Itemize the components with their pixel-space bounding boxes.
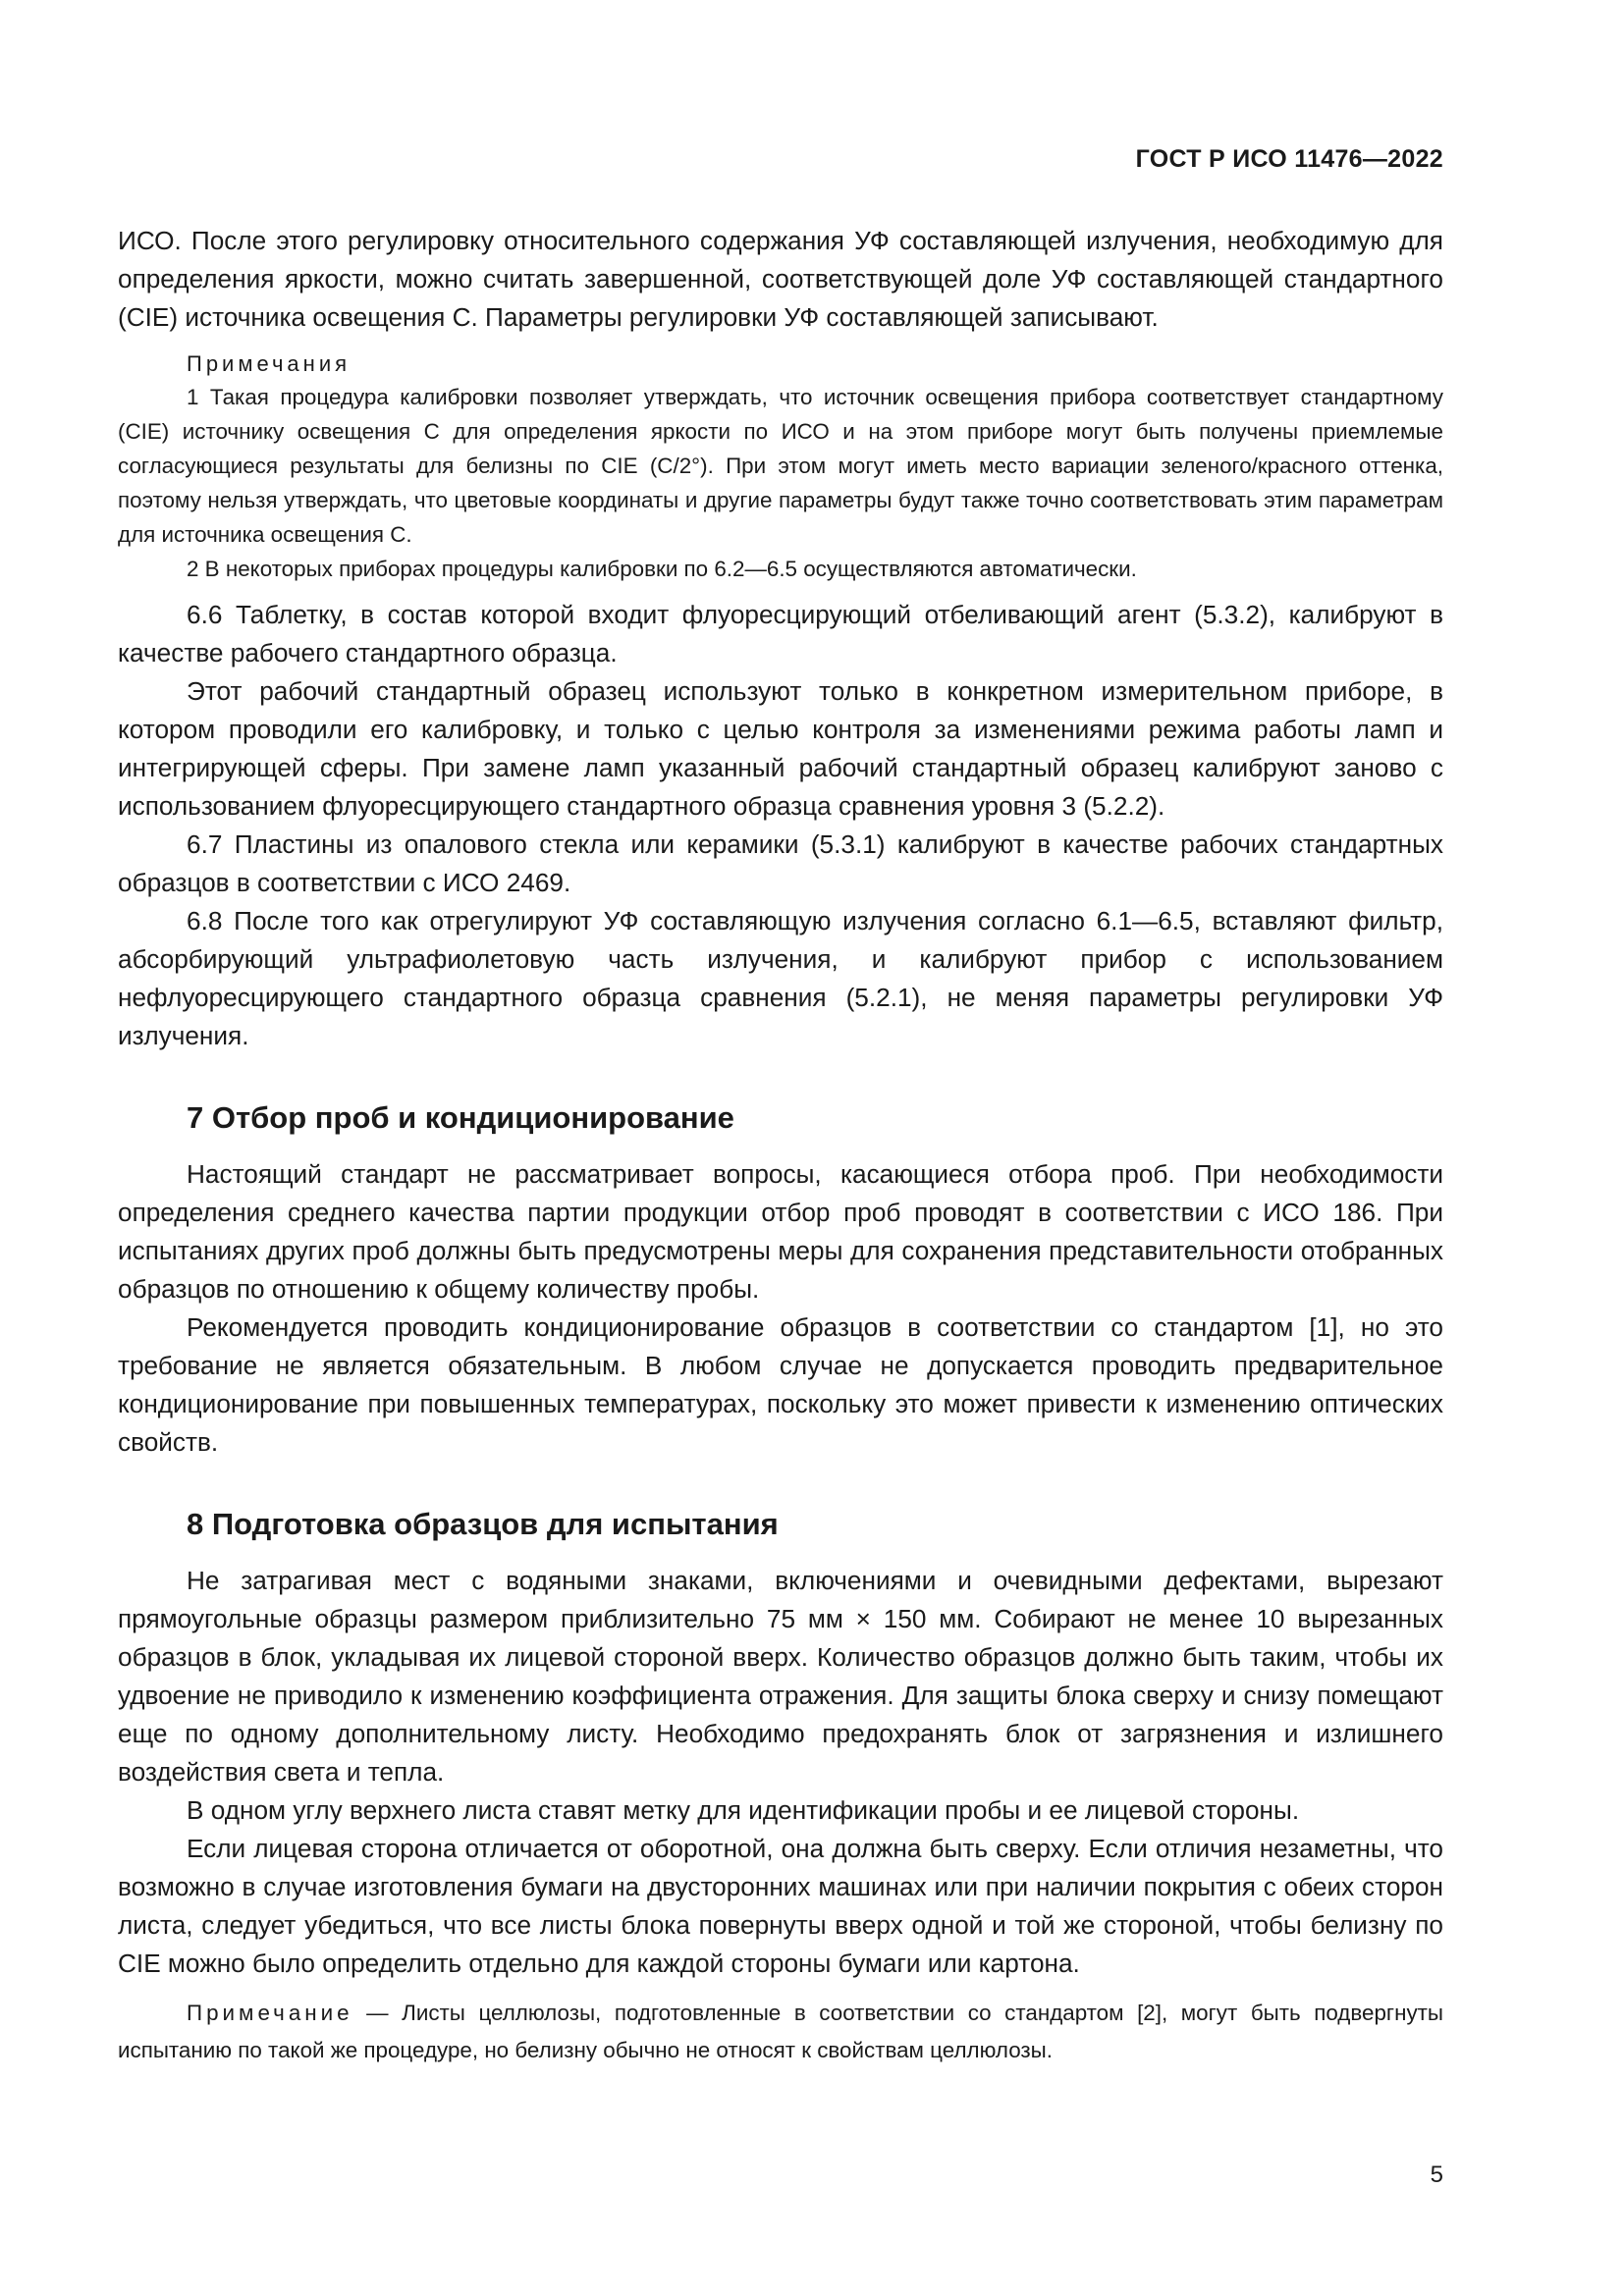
section-7-paragraph-2: Рекомендуется проводить кондиционирование образцов в соответствии со стандартом [1], но это требование не является обязательным. В любом случае не допускается проводить предварительное кондиционирование при повышенных температурах, поскольку это может привести к изменению оптических свойств. <box>118 1312 1443 1457</box>
clause-6-7: 6.7 Пластины из опалового стекла или керамики (5.3.1) калибруют в качестве рабочих стандартных образцов в соответствии с ИСО 2469. <box>118 829 1443 897</box>
clause-6-8: 6.8 После того как отрегулируют УФ составляющую излучения согласно 6.1—6.5, вставляют фильтр, абсорбирующий ультрафиолетовую часть излучения, и калибруют прибор с использованием нефлуоресцирующего стандартного образца сравнения (5.2.1), не меняя параметры регулировки УФ излучения. <box>118 906 1443 1050</box>
document-body <box>118 222 1443 2069</box>
section-7-heading: 7 Отбор проб и кондиционирование <box>187 1100 734 1135</box>
section-8-paragraph-2: В одном углу верхнего листа ставят метку для идентификации пробы и ее лицевой стороны. <box>187 1795 1300 1825</box>
document-code-header: ГОСТ Р ИСО 11476—2022 <box>1135 145 1443 173</box>
section-8-heading: 8 Подготовка образцов для испытания <box>187 1507 779 1541</box>
notes-label: Примечания <box>187 351 352 376</box>
section-8-paragraph-3: Если лицевая сторона отличается от оборотной, она должна быть сверху. Если отличия незаметны, что возможно в случае изготовления бумаги на двусторонних машинах или при наличии покрытия с обеих сторон листа, следует убедиться, что все листы блока повернуты вверх одной и той же стороной, чтобы белизну по CIE можно было определить отдельно для каждой стороны бумаги или картона. <box>118 1834 1443 1978</box>
section-8-note-label: Примечание <box>187 2001 353 2025</box>
section-8-paragraph-1: Не затрагивая мест с водяными знаками, включениями и очевидными дефектами, вырезают прямоугольные образцы размером приблизительно 75 мм × 150 мм. Собирают не менее 10 вырезанных образцов в блок, укладывая их лицевой стороной вверх. Количество образцов должно быть таким, чтобы их удвоение не приводило к изменению коэффициента отражения. Для защиты блока сверху и снизу помещают еще по одному дополнительному листу. Необходимо предохранять блок от загрязнения и излишнего воздействия света и тепла. <box>118 1566 1443 1787</box>
section-8-note-text: — Листы целлюлозы, подготовленные в соответствии со стандартом [2], могут быть подвергнуты испытанию по такой же процедуре, но белизну обычно не относят к свойствам целлюлозы. <box>118 2001 1443 2062</box>
document-page <box>118 0 1443 2296</box>
note-item-1: 1 Такая процедура калибровки позволяет утверждать, что источник освещения прибора соответствует стандартному (CIE) источнику освещения C для определения яркости по ИСО и на этом приборе могут быть получены приемлемые согласующиеся результаты для белизны по CIE (C/2°). При этом могут иметь место вариации зеленого/красного оттенка, поэтому нельзя утверждать, что цветовые координаты и другие параметры будут также точно соответствовать этим параметрам для источника освещения C. <box>118 385 1443 547</box>
clause-6-6: 6.6 Таблетку, в состав которой входит флуоресцирующий отбеливающий агент (5.3.2), калибруют в качестве рабочего стандартного образца. <box>118 600 1443 667</box>
intro-paragraph: ИСО. После этого регулировку относительного содержания УФ составляющей излучения, необходимую для определения яркости, можно считать завершенной, соответствующей доле УФ составляющей стандартного (CIE) источника освещения C. Параметры регулировки УФ составляющей записывают. <box>118 226 1443 332</box>
section-7-paragraph-1: Настоящий стандарт не рассматривает вопросы, касающиеся отбора проб. При необходимости определения среднего качества партии продукции отбор проб проводят в соответствии с ИСО 186. При испытаниях других проб должны быть предусмотрены меры для сохранения представительности отобранных образцов по отношению к общему количеству пробы. <box>118 1159 1443 1304</box>
note-item-2: 2 В некоторых приборах процедуры калибровки по 6.2—6.5 осуществляются автоматически. <box>187 557 1137 581</box>
clause-6-6-continued: Этот рабочий стандартный образец используют только в конкретном измерительном приборе, в котором проводили его калибровку, и только с целью контроля за изменениями режима работы ламп и интегрирующей сферы. При замене ламп указанный рабочий стандартный образец калибруют заново с использованием флуоресцирующего стандартного образца сравнения уровня 3 (5.2.2). <box>118 676 1443 821</box>
section-8-note <box>118 1995 1443 2069</box>
page-number: 5 <box>1430 2162 1443 2188</box>
